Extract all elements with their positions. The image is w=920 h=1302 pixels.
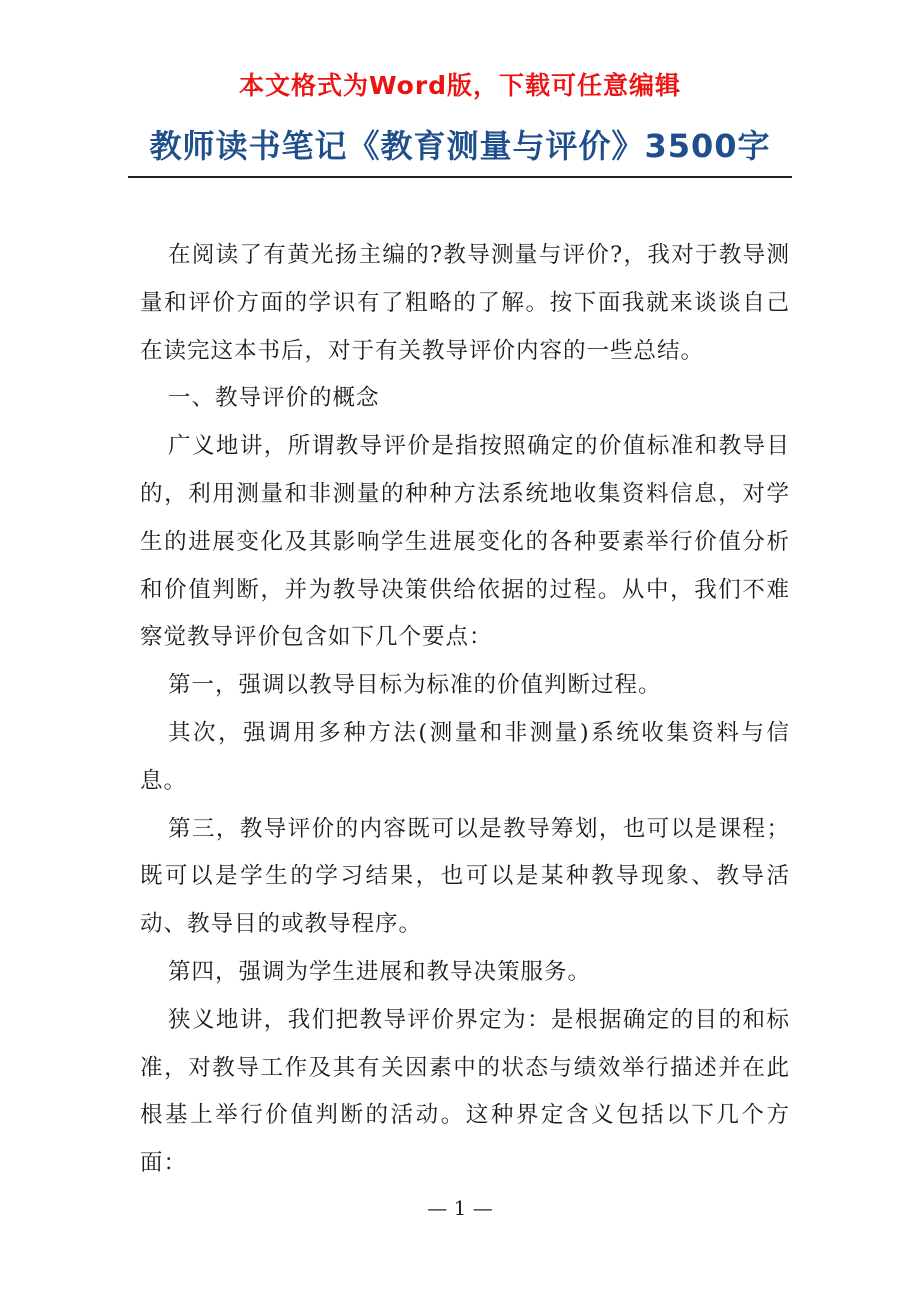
paragraph-narrow-definition: 狭义地讲，我们把教导评价界定为：是根据确定的目的和标准，对教导工作及其有关因素中的状态与绩效举行描述并在此根基上举行价值判断的活动。这种界定含义包括以下几个方面：	[140, 1006, 790, 1177]
paragraph-intro: 在阅读了有黄光扬主编的?教导测量与评价?，我对于教导测量和评价方面的学识有了粗略的了解。按下面我就来谈谈自己在读完这本书后，对于有关教导评价内容的一些总结。	[140, 242, 790, 364]
paragraph-point-4: 第四，强调为学生进展和教导决策服务。	[168, 958, 592, 985]
format-notice-banner: 本文格式为Word版，下载可任意编辑	[238, 71, 682, 100]
section-heading: 一、教导评价的概念	[168, 385, 380, 412]
paragraph-point-2: 其次，强调用多种方法(测量和非测量)系统收集资料与信息。	[140, 719, 790, 794]
document-title: 教师读书笔记《教育测量与评价》3500字	[149, 127, 771, 165]
paragraph-point-3: 第三，教导评价的内容既可以是教导筹划，也可以是课程；既可以是学生的学习结果，也可以是某种教导现象、教导活动、教导目的或教导程序。	[140, 815, 790, 938]
paragraph-broad-definition: 广义地讲，所谓教导评价是指按照确定的价值标准和教导目的，利用测量和非测量的种种方法系统地收集资料信息，对学生的进展变化及其影响学生进展变化的各种要素举行价值分析和价值判断，并为教导决策供给依据的过程。从中，我们不难察觉教导评价包含如下几个要点：	[140, 433, 790, 651]
paragraph-point-1: 第一，强调以教导目标为标准的价值判断过程。	[168, 672, 662, 699]
title-divider	[128, 176, 792, 178]
document-body	[140, 232, 790, 1188]
page-number: — 1 —	[427, 1196, 493, 1220]
